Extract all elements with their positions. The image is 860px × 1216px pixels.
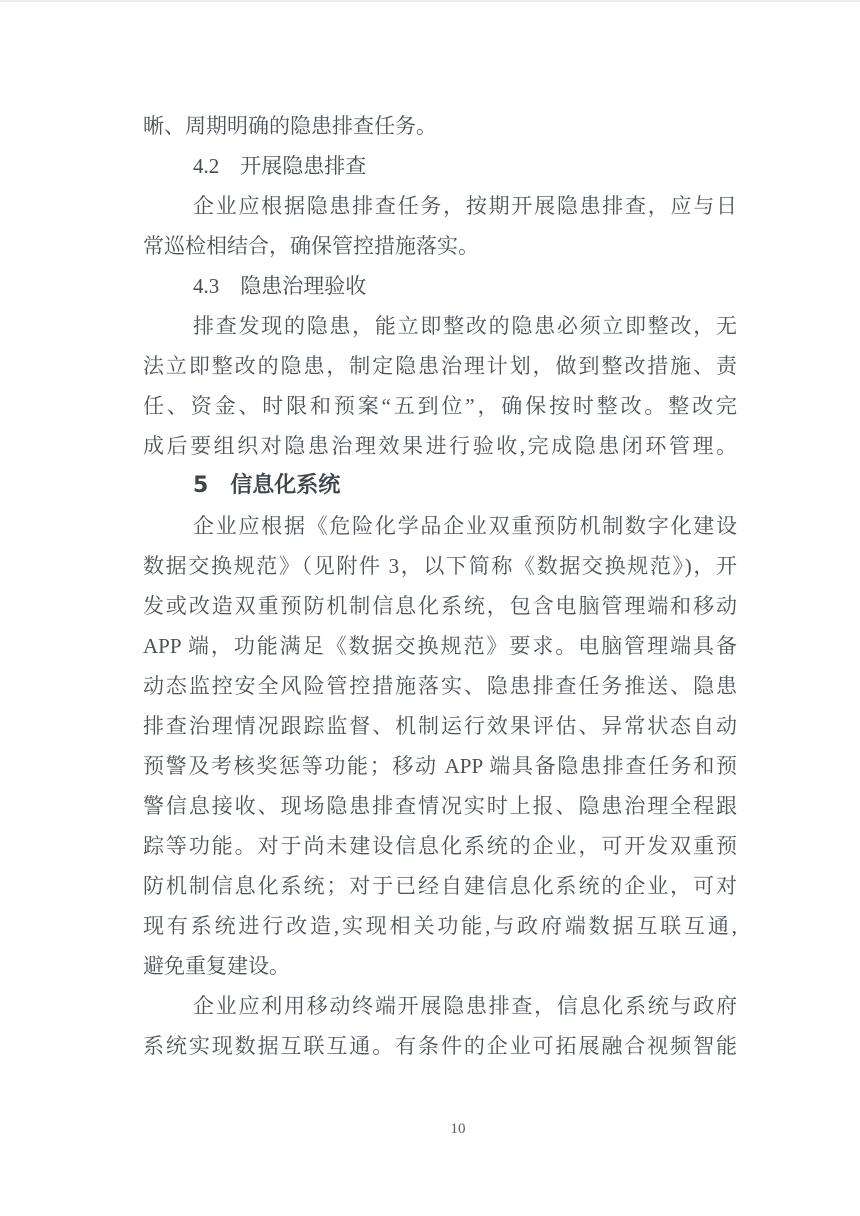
text-line: 警信息接收、现场隐患排查情况实时上报、隐患治理全程跟: [143, 794, 737, 818]
page-footer: [0, 1120, 860, 1138]
text-line: 排查治理情况跟踪监督、机制运行效果评估、异常状态自动: [143, 714, 737, 738]
text-line: 踪等功能。对于尚未建设信息化系统的企业，可开发双重预: [143, 834, 737, 858]
text-line: 企业应利用移动终端开展隐患排查，信息化系统与政府: [193, 994, 737, 1018]
text-line: 任、资金、时限和预案“五到位”，确保按时整改。整改完: [143, 394, 737, 418]
text-line: 企业应根据隐患排查任务，按期开展隐患排查，应与日: [193, 194, 737, 218]
text-line: 常巡检相结合，确保管控措施落实。: [143, 234, 479, 258]
text-line: 发或改造双重预防机制信息化系统，包含电脑管理端和移动: [143, 594, 737, 618]
text-line: 晰、周期明确的隐患排查任务。: [143, 114, 437, 138]
text-line: 动态监控安全风险管控措施落实、隐患排查任务推送、隐患: [143, 674, 737, 698]
text-line: 预警及考核奖惩等功能；移动 APP 端具备隐患排查任务和预: [143, 754, 737, 778]
text-line: APP 端，功能满足《数据交换规范》要求。电脑管理端具备: [143, 634, 737, 658]
section-heading: 4.3 隐患治理验收: [193, 274, 367, 298]
text-line: 法立即整改的隐患，制定隐患治理计划，做到整改措施、责: [143, 354, 737, 378]
text-line: 防机制信息化系统；对于已经自建信息化系统的企业，可对: [143, 874, 737, 898]
text-line: 数据交换规范》（见附件 3，以下简称《数据交换规范》)，开: [143, 554, 737, 578]
text-line: 排查发现的隐患，能立即整改的隐患必须立即整改，无: [193, 314, 737, 338]
page-number: 10: [450, 1121, 466, 1137]
text-line: 成后要组织对隐患治理效果进行验收,完成隐患闭环管理。: [143, 434, 737, 458]
text-line: 避免重复建设。: [143, 954, 290, 978]
text-block: [143, 106, 737, 1066]
text-line: 企业应根据《危险化学品企业双重预防机制数字化建设: [193, 514, 737, 538]
text-line: 系统实现数据互联互通。有条件的企业可拓展融合视频智能: [143, 1034, 737, 1058]
section-heading: 4.2 开展隐患排查: [193, 154, 367, 178]
section-heading: 5 信息化系统: [193, 473, 341, 498]
text-line: 现有系统进行改造,实现相关功能,与政府端数据互联互通,: [143, 914, 737, 938]
